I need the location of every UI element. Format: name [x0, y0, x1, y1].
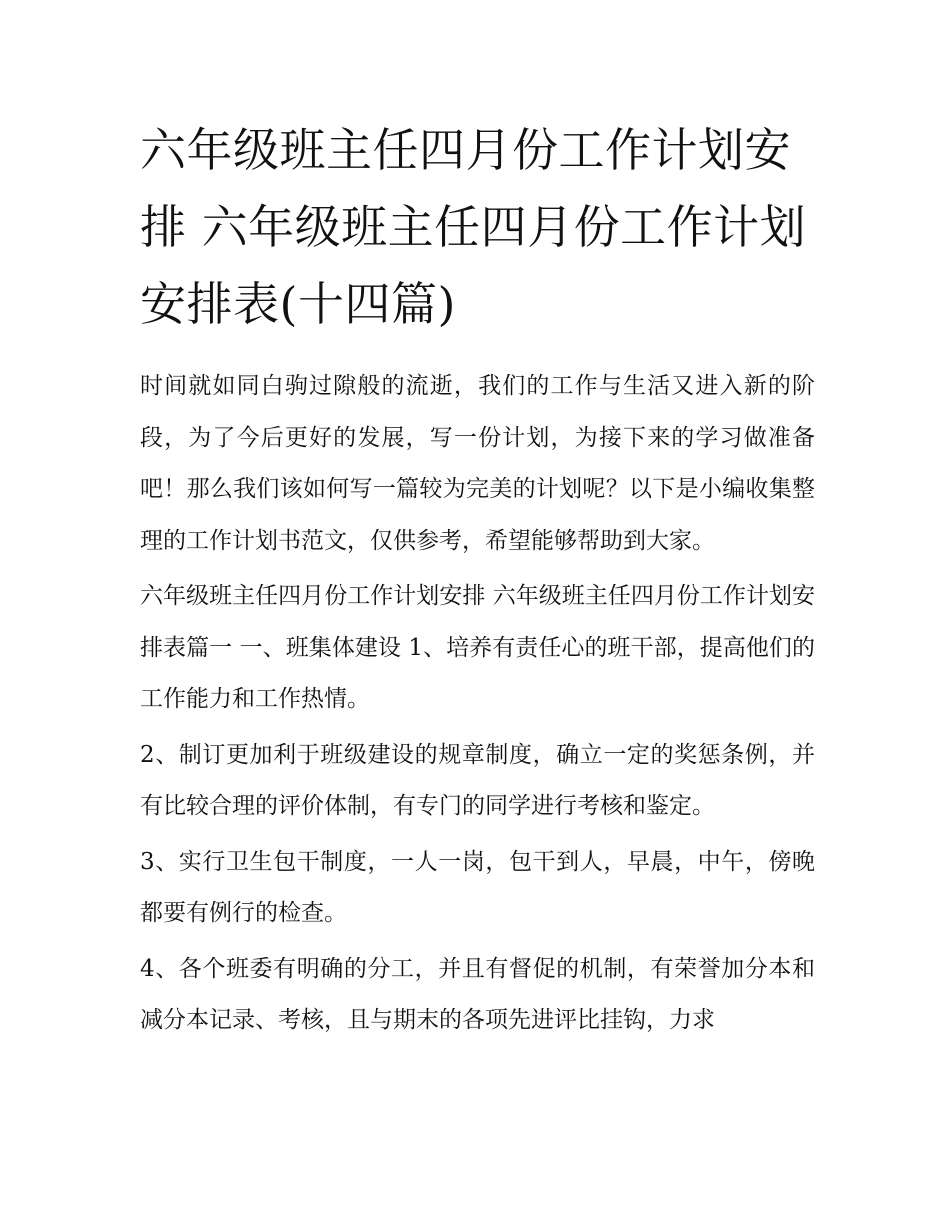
document-body	[140, 112, 815, 1051]
paragraph-item-4: 4、各个班委有明确的分工，并且有督促的机制，有荣誉加分本和减分本记录、考核，且与期末的各项先进评比挂钩，力求	[140, 955, 815, 1033]
paragraph-section-1: 六年级班主任四月份工作计划安排 六年级班主任四月份工作计划安排表篇一 一、班集体建设 1、培养有责任心的班干部，提高他们的工作能力和工作热情。	[140, 583, 815, 712]
paragraph-intro: 时间就如同白驹过隙般的流逝，我们的工作与生活又进入新的阶段，为了今后更好的发展，写一份计划，为接下来的学习做准备吧！那么我们该如何写一篇较为完美的计划呢？以下是小编收集整理的工作计划书范文，仅供参考，希望能够帮助到大家。	[140, 373, 815, 554]
paragraph-item-3: 3、实行卫生包干制度，一人一岗，包干到人，早晨，中午，傍晚都要有例行的检查。	[140, 848, 815, 926]
paragraph-item-2: 2、制订更加利于班级建设的规章制度，确立一定的奖惩条例，并有比较合理的评价体制，有专门的同学进行考核和鉴定。	[140, 741, 815, 819]
document-title: 六年级班主任四月份工作计划安排 六年级班主任四月份工作计划安排表(十四篇)	[140, 123, 807, 331]
